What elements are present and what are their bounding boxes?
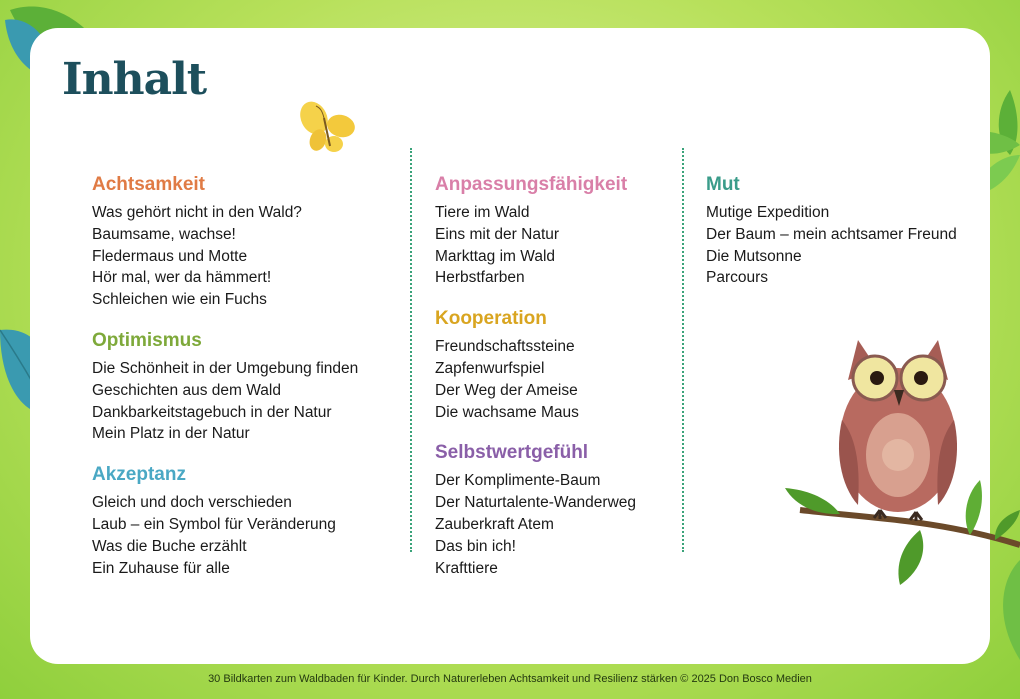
list-item: Parcours bbox=[706, 269, 769, 287]
section-heading: Anpassungsfähigkeit bbox=[435, 174, 628, 195]
list-item: Eins mit der Natur bbox=[435, 225, 560, 243]
list-item: Das bin ich! bbox=[435, 537, 516, 555]
section-mut bbox=[706, 172, 1006, 289]
section-heading: Kooperation bbox=[435, 308, 547, 330]
section-akzeptanz bbox=[92, 462, 392, 579]
section-heading: Optimismus bbox=[92, 329, 202, 351]
list-item: Geschichten aus dem Wald bbox=[92, 381, 281, 399]
list-item: Mein Platz in der Natur bbox=[92, 425, 250, 443]
list-item: Dankbarkeitstagebuch in der Natur bbox=[92, 403, 332, 421]
section-selbstwertgefuehl bbox=[435, 440, 735, 579]
list-item: Der Naturtalente-Wanderweg bbox=[435, 494, 637, 512]
footer-credit: 30 Bildkarten zum Waldbaden für Kinder. Durch Naturerleben Achtsamkeit und Resilienz stärken © 2025 Don Bosco Medien bbox=[208, 673, 812, 685]
list-item: Schleichen wie ein Fuchs bbox=[92, 291, 267, 309]
list-item: Mutige Expedition bbox=[706, 204, 830, 221]
section-heading: Achtsamkeit bbox=[92, 174, 205, 195]
list-item: Zauberkraft Atem bbox=[435, 515, 554, 533]
section-anpassungsfaehigkeit bbox=[435, 172, 735, 289]
list-item: Herbstfarben bbox=[435, 269, 525, 287]
list-item: Die Mutsonne bbox=[706, 247, 802, 265]
list-item: Der Baum – mein achtsamer Freund bbox=[706, 225, 957, 243]
list-item: Die wachsame Maus bbox=[435, 403, 579, 421]
list-item: Markttag im Wald bbox=[435, 247, 556, 265]
list-item: Was gehört nicht in den Wald? bbox=[92, 204, 302, 221]
section-heading: Mut bbox=[706, 174, 740, 195]
page-title: Inhalt bbox=[62, 54, 207, 105]
list-item: Ein Zuhause für alle bbox=[92, 559, 230, 577]
list-item: Die Schönheit in der Umgebung finden bbox=[92, 359, 359, 377]
section-kooperation bbox=[435, 306, 735, 423]
column-2 bbox=[435, 172, 735, 596]
list-item: Krafttiere bbox=[435, 559, 498, 577]
list-item: Tiere im Wald bbox=[435, 204, 530, 221]
list-item: Fledermaus und Motte bbox=[92, 247, 248, 265]
list-item: Was die Buche erzählt bbox=[92, 537, 247, 555]
list-item: Gleich und doch verschieden bbox=[92, 494, 292, 512]
owl-illustration bbox=[780, 330, 1020, 590]
list-item: Freundschaftssteine bbox=[435, 338, 575, 356]
section-achtsamkeit bbox=[92, 172, 392, 311]
section-heading: Akzeptanz bbox=[92, 464, 186, 486]
section-optimismus bbox=[92, 328, 392, 445]
list-item: Der Komplimente-Baum bbox=[435, 472, 601, 490]
list-item: Laub – ein Symbol für Veränderung bbox=[92, 515, 336, 533]
column-divider bbox=[410, 148, 412, 552]
list-item: Baumsame, wachse! bbox=[92, 225, 236, 243]
column-1 bbox=[92, 172, 392, 596]
list-item: Der Weg der Ameise bbox=[435, 381, 578, 399]
list-item: Hör mal, wer da hämmert! bbox=[92, 269, 272, 287]
butterfly-icon bbox=[296, 98, 360, 158]
column-3 bbox=[706, 172, 1006, 306]
section-heading: Selbstwertgefühl bbox=[435, 442, 589, 464]
list-item: Zapfenwurfspiel bbox=[435, 359, 545, 377]
